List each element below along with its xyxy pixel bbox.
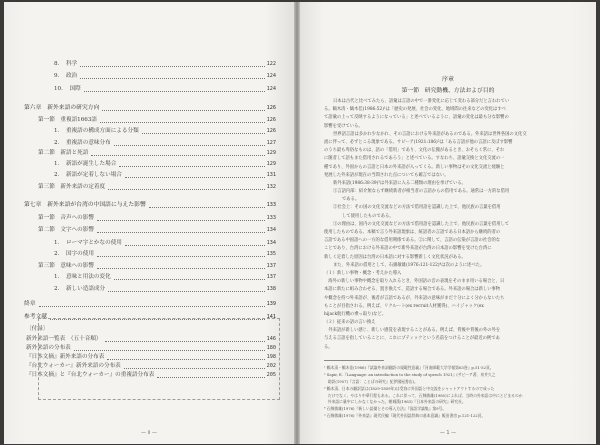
toc-page-number: 134 bbox=[266, 227, 276, 233]
body-line: 世界語言語は多かれ少なかれ、その言語における外来語があるのである。外来語は世界各国の文化交 bbox=[333, 131, 527, 137]
footnote-divider bbox=[324, 360, 384, 361]
footnote-line: ¹ 鶴木清・鶴木佳(1986)『試論外来詞翻訳の規範性意義』『河南師範大学学報第63巻』p.51-52頁。 bbox=[324, 365, 494, 370]
body-line: 種であり、外国からの言語と日本の外来語が入ってくる。新しい事物はその文化交流と経験と bbox=[324, 164, 505, 170]
body-line: 言語である中国語への一方的な借用関係である。②に関して、言語の伝染が言語の社会的な bbox=[324, 238, 501, 244]
toc-leader-dots bbox=[102, 110, 264, 111]
toc-page-number: 124 bbox=[266, 73, 276, 79]
footnote-line: だけでなく、やはり中華行程もある。これに伴って、石綿敏雄(1985)によれば、当時の外来語は中にとどまるのか bbox=[324, 392, 523, 398]
toc-subsection-entry bbox=[54, 71, 276, 81]
toc-leader-dots bbox=[91, 155, 264, 156]
toc-page-number: 137 bbox=[266, 274, 276, 280]
appendix-box bbox=[38, 318, 280, 400]
body-line: して使用したものである。 bbox=[342, 213, 394, 219]
footnote-line: ⁵ 石綿敏雄(1976)『外来語』現代民編『現代外国語辞典の基本意識』飯田書房 p.121-122頁。 bbox=[324, 413, 486, 419]
toc-entry-title: 1． 重複語の構成方面による分類 bbox=[54, 128, 139, 134]
toc-entry-title: 第二節 文字への影響 bbox=[38, 227, 94, 233]
toc-entry-title: 第一節 重複語1663語 bbox=[38, 117, 97, 123]
body-line: 新しく定着した原因は台湾の日本語に対する影響新しく文化状況がある。 bbox=[324, 254, 466, 260]
toc-leader-dots bbox=[108, 189, 264, 190]
appendix-entry-title: 『台北ウォーカー』新外来語の分布表 bbox=[26, 363, 121, 369]
footnotes bbox=[324, 365, 580, 420]
toc-leader-dots bbox=[80, 66, 264, 67]
body-line: に随者して語もまた借用されるであろう」と述べている。すなわち、語彙交換と文化交流の一 bbox=[324, 156, 505, 162]
toc-page-number: 122 bbox=[266, 61, 276, 67]
left-page bbox=[4, 2, 294, 444]
toc-leader-dots bbox=[108, 291, 265, 292]
body-line: 外来語が新しい感じ、新しい感覚を表現することがある。例えば、背後や背後の外の外を bbox=[324, 328, 501, 334]
body-line: また、外来語の借用として、石綿敏雄(1976:121-122)⁴は次のように述べた。 bbox=[333, 262, 485, 268]
toc-entry-title: 第六章 新外来語の研究方向 bbox=[24, 105, 100, 111]
toc-entry-title: 第二節 新語と死語 bbox=[38, 150, 89, 156]
footnote-line: 助訳(1957)『言語：ことばの研究』紀伊國屋書店)。 bbox=[324, 378, 418, 384]
body-line: 海外の新しい事物や概念を取り入れるとき、外国語の音の表現をそのまま用いる場合と、日 bbox=[324, 279, 505, 285]
toc-page-number: 135 bbox=[266, 251, 276, 257]
toc-chapter-entry bbox=[24, 299, 276, 309]
toc-page-number: 124 bbox=[266, 86, 276, 92]
toc-subsection-entry bbox=[54, 238, 276, 248]
body-line: 与える言語を指していることに、これにプティックという名前をつけることが最近の例であ bbox=[324, 336, 500, 342]
right-page bbox=[300, 2, 596, 444]
toc-leader-dots bbox=[114, 279, 265, 280]
toc-entry-title: 2． 新しい造語成分 bbox=[54, 286, 106, 292]
appendix-entry-title: 『日本文摘』新外来語の分布表 bbox=[26, 354, 105, 360]
toc-leader-dots bbox=[125, 245, 265, 246]
chapter-heading: 序章 bbox=[441, 76, 454, 83]
toc-section-entry bbox=[38, 182, 276, 192]
body-line: て語彙の上って反映するようになっている」と述べているように、語彙の変化は最も分な影響の bbox=[324, 115, 509, 121]
body-line: 日本は古代と比べてみたら、語彙は言語の中で一番変化に応じて変わる部分だと言われてい bbox=[333, 99, 510, 104]
toc-page-number: 126 bbox=[266, 117, 276, 123]
body-line: る。 bbox=[324, 344, 333, 350]
footnote-line: 外来語に量中にしかなくなかった。朝城漢(1963)『日本外来語の研究』研究社。 bbox=[324, 399, 466, 405]
body-line: や概念を持つ外来語が、後者が言語であるが、外来語の意味がまだ十分によく分からないたち bbox=[324, 295, 505, 301]
toc-section-entry bbox=[38, 261, 276, 271]
body-line: ①言語内部：紹介無ならず継続新者が相当者の言語からの借用である。通常は一方的な借用 bbox=[333, 189, 510, 195]
appendix-page-number: 146 bbox=[266, 336, 276, 342]
toc-page-number: 133 bbox=[266, 202, 276, 208]
toc-leader-dots bbox=[100, 122, 265, 123]
section-heading: 第一節 研究動機、方法および目的 bbox=[401, 88, 495, 94]
toc-page-number: 129 bbox=[266, 161, 276, 167]
page-number-right: — 1 — bbox=[439, 430, 457, 436]
toc-chapter-entry bbox=[24, 200, 276, 210]
body-line: （２）従来の語の言い換え bbox=[324, 320, 376, 326]
toc-chapter-entry bbox=[24, 103, 276, 113]
toc-entry-title: 第三節 意味への影響 bbox=[38, 263, 94, 269]
toc-entry-title: 10． 国際 bbox=[54, 86, 81, 92]
toc-subsection-entry bbox=[54, 59, 276, 69]
toc-page-number: 138 bbox=[266, 286, 276, 292]
footnote-line: ⁴ 石綿敏雄(1976)『新しい語彙とその導入方法』『国語学論集』第9号。 bbox=[324, 406, 447, 412]
toc-leader-dots bbox=[84, 91, 265, 92]
toc-leader-dots bbox=[97, 220, 265, 221]
toc-entry-title: 第三節 新外来語の定着度 bbox=[38, 184, 106, 190]
toc-subsection-entry bbox=[54, 84, 276, 94]
toc-leader-dots bbox=[114, 145, 265, 146]
toc-entry-title: 2． 重複語の意味分布 bbox=[54, 140, 111, 146]
appendix-page-number: 180 bbox=[266, 345, 276, 351]
toc-entry-title: 8． 科学 bbox=[54, 61, 78, 67]
toc-entry-title: 9． 政治 bbox=[54, 73, 78, 79]
footnote-line: ² Sapir, E.『Language: an introduction to the study of speech 1921』(サピーア著、泉井久之 bbox=[324, 371, 496, 377]
body-line: 発展した外来語が現在の当間された点についても確言ではない。 bbox=[324, 172, 449, 178]
toc-leader-dots bbox=[97, 268, 265, 269]
toc-entry-title: 第七章 新外来語が台湾の中国語に与えた影響 bbox=[24, 202, 146, 208]
body-line: hijack航行機の乗っ取り)など。 bbox=[324, 311, 386, 317]
toc-subsection-entry bbox=[54, 170, 276, 180]
toc-entry-title: 1． 新語が誕生した場合 bbox=[54, 161, 117, 167]
toc-subsection-entry bbox=[54, 249, 276, 259]
toc-leader-dots bbox=[39, 306, 265, 307]
body-line: 本語に新たに組み合わせる、置き換えて、造語する場合である。外来語の場合は新しい事物 bbox=[324, 287, 501, 293]
toc-leader-dots bbox=[142, 133, 265, 134]
body-line: もことが目指される。例えば、リクルート(ex recruit人材獲得)、ハイジャック(ex bbox=[324, 303, 484, 309]
toc-page-number: 139 bbox=[266, 301, 276, 307]
appendix-entry-title: 『日本文摘』と『台北ウォーカー』の重複語分布表 bbox=[26, 372, 155, 378]
body-line: ②社会上：その国の文化交流などの方法で借用語を認識した上で、他民族の言葉を借用 bbox=[333, 205, 501, 211]
appendix-entry-title: 新外来語の分布表 bbox=[26, 345, 71, 351]
toc-subsection-entry bbox=[54, 284, 276, 294]
toc-page-number: 137 bbox=[266, 263, 276, 269]
toc-leader-dots bbox=[125, 177, 265, 178]
toc-page-number: 141 bbox=[266, 314, 276, 320]
appendix-page-number: 205 bbox=[266, 372, 276, 378]
body-line: （１）新しい事物・概念・考えかた導入 bbox=[324, 270, 402, 276]
toc-section-entry bbox=[38, 213, 276, 223]
appendix-page-number: 198 bbox=[266, 354, 276, 360]
toc-page-number: 126 bbox=[266, 128, 276, 134]
toc-subsection-entry bbox=[54, 272, 276, 282]
toc-leader-dots bbox=[97, 256, 265, 257]
toc-page-number: 131 bbox=[266, 172, 276, 178]
toc-entry-title: 終章 bbox=[24, 301, 36, 307]
toc-subsection-entry bbox=[54, 159, 276, 169]
body-line: 影響を受けている。 bbox=[324, 123, 363, 129]
body-line: のうち最も卑俗なものは、語の「借用」であり、文化の伝搬があるとき、おそらく常に、それ bbox=[324, 148, 505, 154]
body-line: 使用したものである。本稿で言う外来語現象は、統語者の言語である日本語から継続的者の bbox=[324, 230, 501, 235]
toc-entry-title: 2． 国字の使用 bbox=[54, 251, 94, 257]
toc-page-number: 132 bbox=[266, 184, 276, 190]
toc-leader-dots bbox=[149, 207, 265, 208]
toc-page-number: 126 bbox=[266, 105, 276, 111]
appendix-page-number: 202 bbox=[266, 363, 276, 369]
body-line: である。 bbox=[342, 197, 360, 203]
page-number-left: — ii — bbox=[141, 430, 157, 436]
toc-page-number: 133 bbox=[266, 215, 276, 221]
body-line: ①の理由は、国内の文化交流などの方法で借用語を認識した上で、他民族の言葉を借用して bbox=[333, 221, 510, 227]
toc-entry-title: 1． ローマ字とかなの使用 bbox=[54, 240, 122, 246]
toc-leader-dots bbox=[80, 78, 264, 79]
toc-leader-dots bbox=[119, 166, 264, 167]
toc-page-number: 134 bbox=[266, 240, 276, 246]
toc-leader-dots bbox=[97, 232, 265, 233]
appendix-entry-title: 新外来語一覧表 （五十音順） bbox=[26, 336, 102, 342]
body-line: 流に伴って、必ずとこる現象である。サピーア(1921:186)²は「ある言語が他の言語に及ぼす影響 bbox=[324, 139, 513, 145]
body-text bbox=[324, 98, 580, 352]
footnote-line: ³ 鶴木清、日本の翻訳語は(1829-1859年)は受容に外国語と中交流をシャットアウトするので成った bbox=[324, 385, 495, 391]
toc-entry-title: 1． 意味と用法の変化 bbox=[54, 274, 111, 280]
toc-entry-title: 第一節 音声への影響 bbox=[38, 215, 94, 221]
toc-page-number: 127 bbox=[266, 140, 276, 146]
toc-entry-title: 参考文献 bbox=[24, 314, 48, 320]
body-line: る。鶴木清・鶴木佳(1986:52)¹は「歴史の発展、社会の変化、地域間の往来などの変化はすべ bbox=[324, 107, 506, 113]
toc-section-entry bbox=[38, 148, 276, 158]
toc-subsection-entry bbox=[54, 138, 276, 148]
toc-entry-title: 2． 新語が定着しない場合 bbox=[54, 172, 122, 178]
toc-subsection-entry bbox=[54, 126, 276, 136]
toc-page-number: 129 bbox=[266, 150, 276, 156]
body-line: 新外来語(1986:38-39)³は外来語に入る二種類の理由を挙げている。 bbox=[333, 180, 466, 186]
appendix-title: 〔付録〕 bbox=[26, 326, 49, 332]
toc-section-entry bbox=[38, 115, 276, 125]
body-line: ことであり、台湾における外来語の中で新外来語が台湾の日本語の影響を受けた台湾に bbox=[324, 246, 492, 252]
toc-section-entry bbox=[38, 225, 276, 235]
